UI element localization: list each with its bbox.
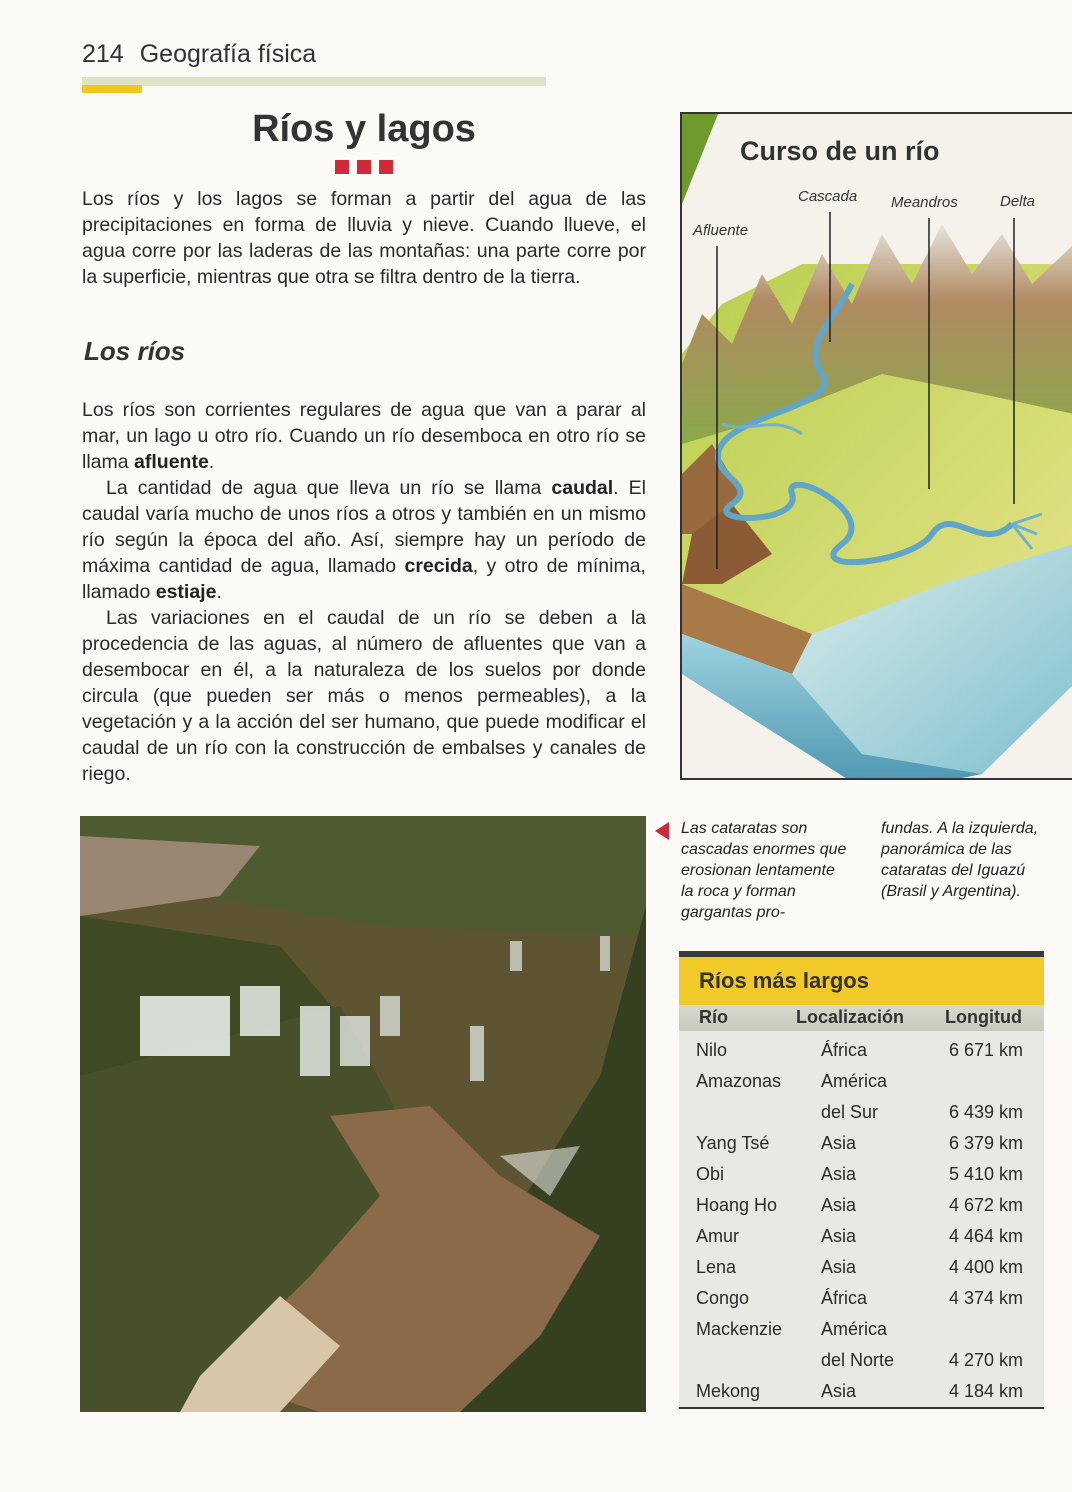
table-cell-length: 4 464 km bbox=[949, 1226, 1024, 1246]
label-afluente: Afluente bbox=[693, 222, 749, 239]
table-cell-location: Asia bbox=[821, 1257, 857, 1277]
table-cell-length: 4 400 km bbox=[949, 1257, 1024, 1277]
label-delta: Delta bbox=[1000, 193, 1036, 210]
rivers-text bbox=[82, 397, 646, 787]
table-cell-location: América bbox=[821, 1319, 888, 1339]
table-cell-river: Congo bbox=[696, 1288, 750, 1308]
table-cell-location: Asia bbox=[821, 1133, 857, 1153]
page-title: Ríos y lagos bbox=[252, 108, 476, 150]
column-header-length: Longitud bbox=[945, 1007, 1022, 1027]
table-cell-length: 4 184 km bbox=[949, 1381, 1024, 1401]
page-header bbox=[82, 40, 316, 69]
table-cell-location: Asia bbox=[821, 1226, 857, 1246]
diagram-title: Curso de un río bbox=[740, 136, 940, 166]
table-cell-length: 6 671 km bbox=[949, 1040, 1024, 1060]
intro-paragraph: Los ríos y los lagos se forman a partir del agua de las precipitaciones en forma de lluvia y nieve. Cuando llueve, el agua corre por las laderas de las montañas: una parte corre por la superficie, mientras que otra se filtra dentro de la tierra. bbox=[82, 188, 646, 288]
section-name: Geografía física bbox=[139, 40, 317, 68]
table-title-bar bbox=[679, 957, 1044, 1005]
title-ornament-square bbox=[379, 160, 393, 174]
table-cell-river: Lena bbox=[696, 1257, 737, 1277]
table-cell-length: 5 410 km bbox=[949, 1164, 1024, 1184]
table-cell-length: 4 672 km bbox=[949, 1195, 1024, 1215]
table-cell-river: Hoang Ho bbox=[696, 1195, 778, 1215]
column-header-river: Río bbox=[699, 1007, 728, 1027]
table-cell-river: Yang Tsé bbox=[696, 1133, 770, 1153]
table-cell-river: Nilo bbox=[696, 1040, 728, 1060]
section-heading: Los ríos bbox=[84, 336, 186, 366]
table-cell-river: Mekong bbox=[696, 1381, 761, 1401]
table-cell-location: Asia bbox=[821, 1381, 857, 1401]
title-ornament-square bbox=[357, 160, 371, 174]
term-crecida: crecida bbox=[404, 555, 473, 577]
river-landscape-illustration bbox=[682, 114, 1072, 780]
table-cell-river: Mackenzie bbox=[696, 1319, 783, 1339]
table-cell-length: 4 270 km bbox=[949, 1350, 1024, 1370]
caption-arrow-icon bbox=[655, 822, 669, 840]
page-number: 214 bbox=[82, 40, 124, 68]
label-cascada: Cascada bbox=[798, 188, 858, 205]
paragraph: La cantidad de agua que lleva un río se llama caudal. El caudal varía mucho de unos ríos a otros y también en un mismo río según la época del año. Así, siempre hay un período de máxima cantidad de agua, llamado crecida, y otro de mínima, llamado estiaje. bbox=[82, 477, 646, 603]
table-cell-location: Asia bbox=[821, 1164, 857, 1184]
table-cell-length: 4 374 km bbox=[949, 1288, 1024, 1308]
table-cell-location: África bbox=[821, 1288, 868, 1308]
label-meandros: Meandros bbox=[891, 194, 958, 211]
table-cell-length: 6 379 km bbox=[949, 1133, 1024, 1153]
term-caudal: caudal bbox=[551, 477, 614, 499]
table-cell-location-continued: del Norte bbox=[821, 1350, 895, 1370]
longest-rivers-table bbox=[679, 951, 1044, 1409]
header-accent-bar bbox=[82, 85, 142, 93]
table-cell-location: Asia bbox=[821, 1195, 857, 1215]
paragraph: Los ríos son corrientes regulares de agua que van a parar al mar, un lago u otro río. Cuando un río desemboca en otro río se llama afluente. bbox=[82, 399, 646, 473]
table-cell-location: América bbox=[821, 1071, 888, 1091]
caption-left-column: Las cataratas son cascadas enormes que erosionan lentamente la roca y forman gargantas pro- bbox=[681, 820, 847, 921]
table-cell-river: Amazonas bbox=[696, 1071, 782, 1091]
aerial-waterfall-image bbox=[80, 816, 646, 1412]
table-cell-location: África bbox=[821, 1040, 868, 1060]
table-title: Ríos más largos bbox=[699, 968, 869, 993]
paragraph: Las variaciones en el caudal de un río se deben a la procedencia de las aguas, al número de afluentes que van a desembocar en él, a la naturaleza de los suelos por donde circula (que pueden ser más o menos permeables), a la vegetación y a la acción del ser humano, que puede modificar el caudal de un río con la construcción de embalses y canales de riego. bbox=[82, 607, 646, 785]
header-rule bbox=[82, 77, 546, 86]
table-cell-river: Amur bbox=[696, 1226, 740, 1246]
column-header-location: Localización bbox=[796, 1007, 905, 1027]
table-cell-river: Obi bbox=[696, 1164, 725, 1184]
term-afluente: afluente bbox=[134, 451, 209, 473]
term-estiaje: estiaje bbox=[155, 581, 217, 603]
table-cell-length: 6 439 km bbox=[949, 1102, 1024, 1122]
table-header-row bbox=[679, 1005, 1044, 1031]
title-ornament-square bbox=[335, 160, 349, 174]
table-cell-location-continued: del Sur bbox=[821, 1102, 879, 1122]
caption-right-column: fundas. A la izquierda, panorámica de las cataratas del Iguazú (Brasil y Argentina). bbox=[881, 820, 1039, 900]
iguazu-falls-photo bbox=[80, 816, 646, 1412]
river-course-diagram bbox=[680, 112, 1072, 780]
